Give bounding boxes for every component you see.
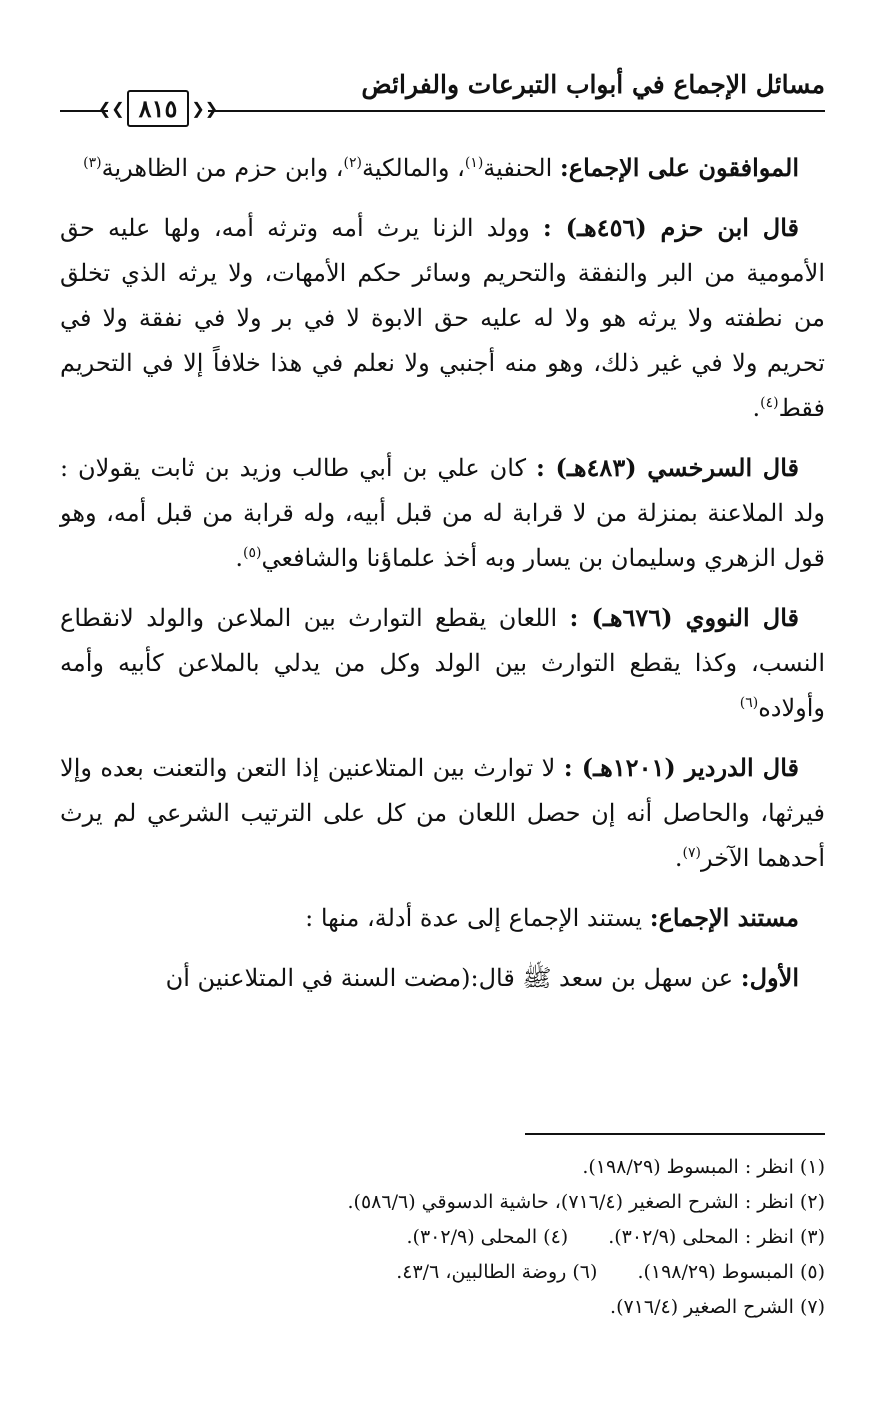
footnote-3: (٣) انظر : المحلى (٣٠٢/٩). — [608, 1226, 825, 1248]
paragraph-lead: قال ابن حزم (٤٥٦هـ) : — [542, 213, 799, 242]
paragraph-lead: قال السرخسي (٤٨٣هـ) : — [535, 453, 800, 482]
footnote-ref: (٣) — [83, 155, 102, 171]
paragraph-basis — [60, 895, 825, 941]
footnote-2: (٢) انظر : الشرح الصغير (٧١٦/٤)، حاشية الدسوقي (٥٨٦/٦). — [347, 1191, 825, 1213]
paragraph-text: عن سهل بن سعد ﷺ قال:(مضت السنة في المتلاعنين أن — [165, 964, 741, 992]
paragraph-text: اللعان يقطع التوارث بين الملاعن والولد لانقطاع النسب، وكذا يقطع التوارث بين الولد وكل من يدلي بالملاعن كأبيه وأمه وأولاده — [60, 604, 825, 722]
footnote-7: (٧) الشرح الصغير (٧١٦/٤). — [610, 1296, 825, 1318]
paragraph-ibn-hazm — [60, 205, 825, 431]
ornament-left-icon: ❮❮ — [97, 98, 125, 118]
footnote-ref: (١) — [464, 155, 484, 171]
footnote-5: (٥) المبسوط (١٩٨/٢٩). — [637, 1261, 825, 1283]
footnote-1: (١) انظر : المبسوط (١٩٨/٢٩). — [582, 1156, 825, 1178]
ornament-right-icon: ❯❯ — [191, 98, 219, 118]
footnote-4: (٤) المحلى (٣٠٢/٩). — [406, 1226, 569, 1248]
footnote-ref: (٥) — [243, 545, 262, 561]
paragraph-sarakhsi — [60, 445, 825, 581]
paragraph-text: كان علي بن أبي طالب وزيد بن ثابت يقولان : ولد الملاعنة بمنزلة من لا قرابة له من قبل أبيه، وله قرابة من قبل أمه، وهو قول الزهري وسليمان بن يسار وبه أخذ علماؤنا والشافعي — [60, 454, 825, 572]
paragraph-lead: قال النووي (٦٧٦هـ) : — [569, 603, 799, 632]
footnote-ref: (٧) — [682, 845, 701, 861]
footnote-ref: (٦) — [739, 695, 759, 711]
paragraph-text: وولد الزنا يرث أمه وترثه أمه، ولها عليه حق الأمومية من البر والنفقة والتحريم وسائر حكم الأمهات، ولا يرثه الذي تخلق من نطفته ولا يرثه هو ولا له عليه حق الابوة لا في بر ولا في نفقة ولا في تحريم ولا في غير ذلك، وهو منه أجنبي ولا نعلم في هذا خلافاً إلا في التحريم فقط — [60, 214, 825, 422]
footnote-rule — [525, 1133, 825, 1135]
page-number: ٨١٥ — [127, 90, 190, 127]
footnotes — [60, 1150, 825, 1325]
paragraph-text: ، وابن حزم من الظاهرية — [101, 154, 344, 182]
paragraph-text: لا توارث بين المتلاعنين إذا التعن والتعنت بعده وإلا فيرثها، والحاصل أنه إن حصل اللعان من كل على الترتيب الشرعي لم يرث أحدهما الآخر — [60, 754, 825, 872]
footnote-ref: (٢) — [343, 155, 363, 171]
paragraph-lead: الموافقون على الإجماع: — [559, 153, 799, 182]
paragraph-text: يستند الإجماع إلى عدة أدلة، منها : — [305, 904, 650, 932]
running-title: مسائل الإجماع في أبواب التبرعات والفرائض — [361, 70, 825, 99]
paragraph-lead: قال الدردير (١٢٠١هـ) : — [563, 753, 799, 782]
paragraph-lead: الأول: — [740, 963, 799, 992]
footnote-6: (٦) روضة الطالبين، ٤٣/٦. — [396, 1261, 598, 1283]
paragraph-end: . — [674, 844, 683, 872]
page-number-box — [97, 88, 219, 128]
footnote-row — [60, 1185, 825, 1220]
paragraph-end: . — [752, 394, 761, 422]
paragraph-dardir — [60, 745, 825, 881]
paragraph-nawawi — [60, 595, 825, 731]
page-header — [60, 62, 825, 132]
footnote-row — [60, 1290, 825, 1325]
main-text — [60, 145, 825, 1015]
paragraph-end: . — [235, 544, 244, 572]
footnote-row — [60, 1220, 825, 1255]
paragraph-text: ، والمالكية — [362, 154, 465, 182]
paragraph-first-evidence — [60, 955, 825, 1001]
paragraph-lead: مستند الإجماع: — [649, 903, 799, 932]
footnote-row — [60, 1150, 825, 1185]
paragraph-text: الحنفية — [483, 154, 560, 182]
footnote-ref: (٤) — [760, 395, 779, 411]
paragraph-agreeing-scholars — [60, 145, 825, 191]
footnote-row — [60, 1255, 825, 1290]
